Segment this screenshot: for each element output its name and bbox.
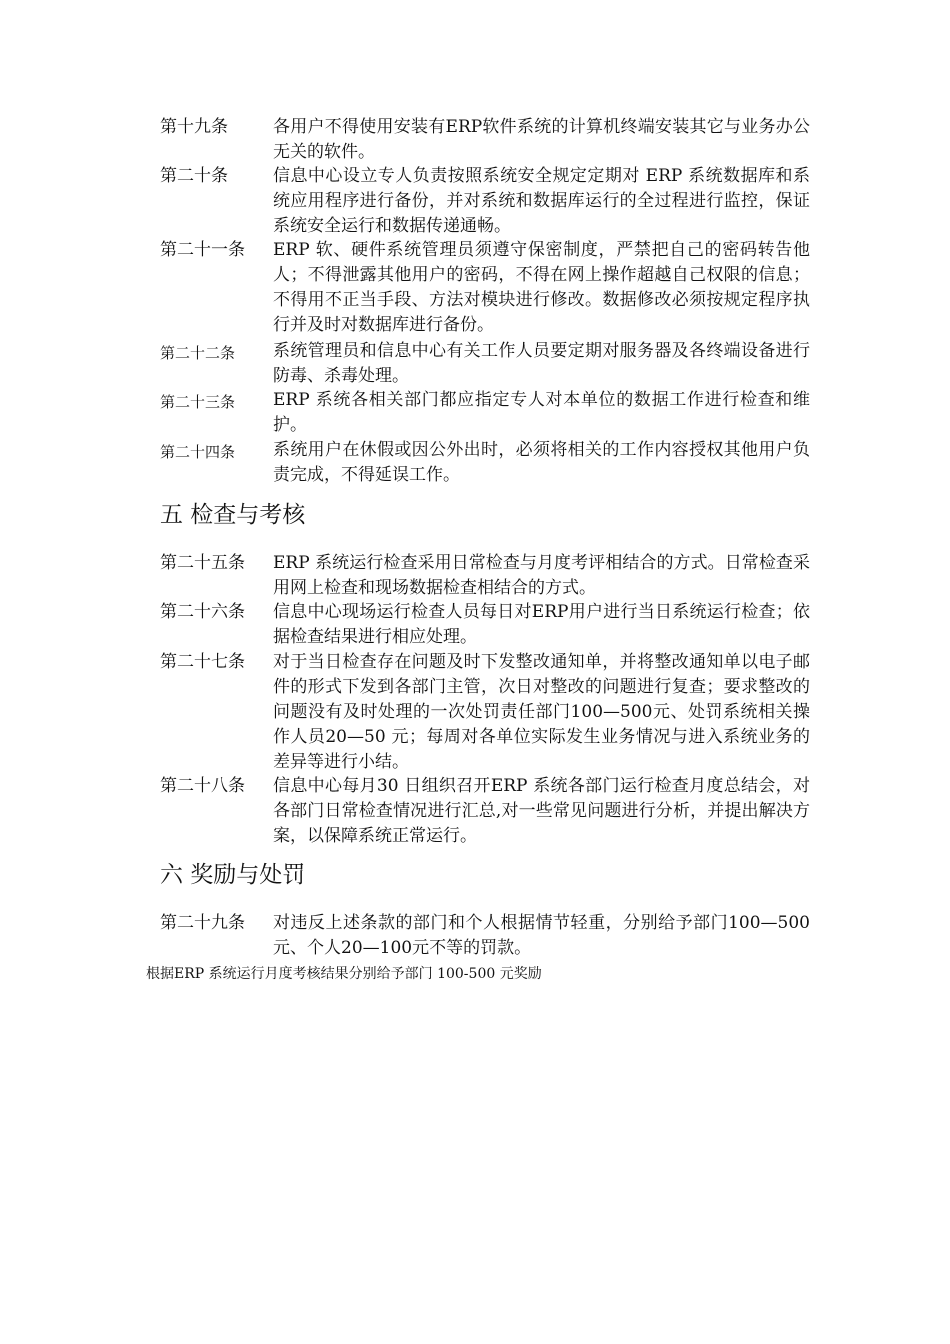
article-text: 信息中心设立专人负责按照系统安全规定定期对 ERP 系统数据库和系统应用程序进行备份，并对系统和数据库运行的全过程进行监控，保证系统安全运行和数据传递通畅。 <box>273 166 810 236</box>
article-label: 第二十三条 <box>160 393 236 411</box>
reward-note: 根据ERP 系统运行月度考核结果分别给予部门 100-500 元奖励 <box>146 966 542 982</box>
article-text: 系统管理员和信息中心有关工作人员要定期对服务器及各终端设备进行防毒、杀毒处理。 <box>273 341 810 386</box>
article-label: 第二十七条 <box>160 652 245 672</box>
article-label: 第二十一条 <box>160 240 245 260</box>
article-label: 第二十五条 <box>160 553 245 573</box>
article-label: 第十九条 <box>160 117 228 137</box>
article-text: 对于当日检查存在问题及时下发整改通知单，并将整改通知单以电子邮件的形式下发到各部门主管，次日对整改的问题进行复查；要求整改的问题没有及时处理的一次处罚责任部门100—500元、处罚系统相关操作人员20—50 元；每周对各单位实际发生业务情况与进入系统业务的差异等进行小结。 <box>273 652 810 772</box>
article-text: 各用户不得使用安装有ERP软件系统的计算机终端安装其它与业务办公无关的软件。 <box>273 117 810 162</box>
article-label: 第二十条 <box>160 166 228 186</box>
article-text: ERP 软、硬件系统管理员须遵守保密制度，严禁把自己的密码转告他人；不得泄露其他用户的密码，不得在网上操作超越自己权限的信息；不得用不正当手段、方法对模块进行修改。数据修改必须按规定程序执行并及时对数据库进行备份。 <box>273 240 810 335</box>
article-text: 对违反上述条款的部门和个人根据情节轻重，分别给予部门100—500元、个人20—100元不等的罚款。 <box>273 913 810 958</box>
article-text: ERP 系统运行检查采用日常检查与月度考评相结合的方式。日常检查采用网上检查和现场数据检查相结合的方式。 <box>273 553 810 598</box>
article-label: 第二十二条 <box>160 344 236 362</box>
article-label: 第二十八条 <box>160 776 245 796</box>
article-text: ERP 系统各相关部门都应指定专人对本单位的数据工作进行检查和维护。 <box>273 390 810 435</box>
article-label: 第二十六条 <box>160 602 245 622</box>
article-label: 第二十九条 <box>160 913 245 933</box>
article-text: 信息中心每月30 日组织召开ERP 系统各部门运行检查月度总结会，对各部门日常检查情况进行汇总,对一些常见问题进行分析，并提出解决方案，以保障系统正常运行。 <box>273 776 810 846</box>
section-heading-inspection: 五 检查与考核 <box>160 502 306 528</box>
article-text: 信息中心现场运行检查人员每日对ERP用户进行当日系统运行检查；依据检查结果进行相应处理。 <box>273 602 810 647</box>
article-text: 系统用户在休假或因公外出时，必须将相关的工作内容授权其他用户负责完成，不得延误工作。 <box>273 440 810 485</box>
article-label: 第二十四条 <box>160 443 236 461</box>
section-heading-rewards: 六 奖励与处罚 <box>160 862 306 888</box>
